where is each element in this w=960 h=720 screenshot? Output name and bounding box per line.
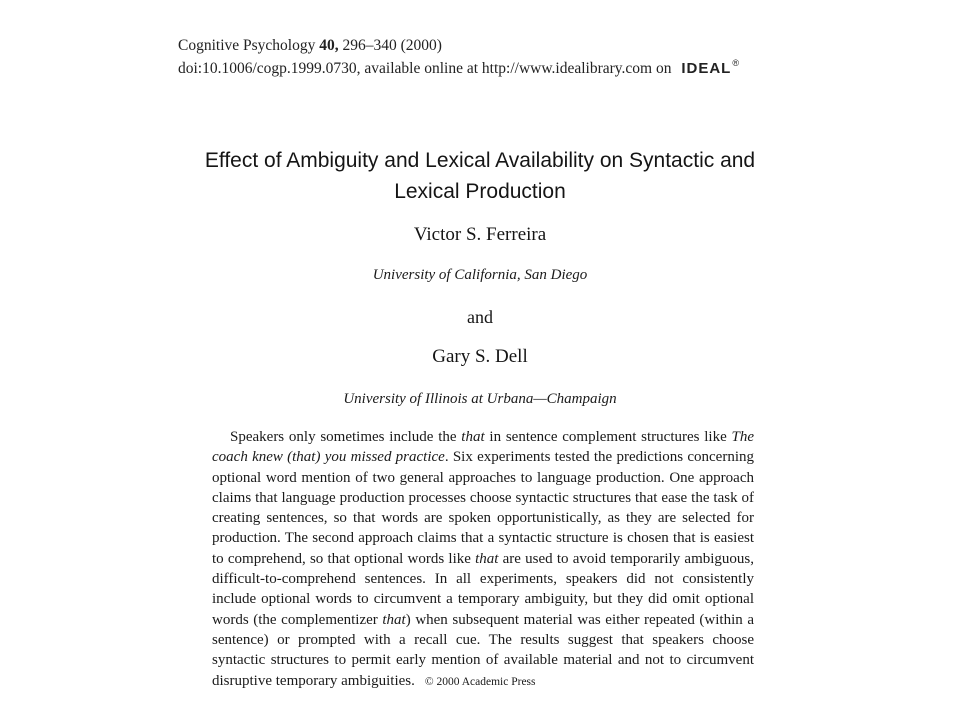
journal-name: Cognitive Psychology <box>178 37 316 54</box>
abstract-text-4: are used to avoid temporarily ambiguous, difficult-to-comprehend sentences. In all experiments, speakers did not consistently include optional words to circumvent a temporary ambiguity, but they did omit optional words (the complementizer <box>212 550 755 628</box>
ideal-logo-text: IDEAL <box>681 60 732 77</box>
abstract-text-3: . Six experiments tested the predictions concerning optional word mention of two general approaches to language production. One approach claims that language production processes choose syntactic structures that ease the task of creating sentences, so that words are spoken opportunistically, as they are selected for production. The second approach claims that a syntactic structure is chosen that is easiest to comprehend, so that optional words like <box>212 449 754 567</box>
abstract-italic-4: that <box>382 611 406 628</box>
registered-mark: ® <box>732 58 740 68</box>
doi-text: doi:10.1006/cogp.1999.0730, available online at http://www.idealibrary.com on <box>178 60 672 77</box>
citation-line <box>178 34 798 57</box>
paper-title <box>120 145 840 207</box>
author-conjunction: and <box>467 307 493 327</box>
ideal-logo <box>681 57 740 82</box>
author-name-2: Gary S. Dell <box>432 346 528 367</box>
journal-pages-year: 296–340 (2000) <box>342 37 442 54</box>
abstract-italic-2: The coach knew (that) you missed practice <box>212 429 754 466</box>
abstract <box>212 427 754 692</box>
copyright-notice: © 2000 Academic Press <box>424 675 536 688</box>
abstract-italic-1: that <box>461 429 485 445</box>
author-affiliation-2: University of Illinois at Urbana—Champaign <box>343 391 617 407</box>
abstract-text-5: ) when subsequent material was either repeated (within a sentence) or prompted with a recall cue. The results suggest that speakers choose syntactic structures to permit early mention of available material and not to circumvent disruptive temporary ambiguities. <box>212 611 754 689</box>
title-line-2: Lexical Production <box>394 180 566 203</box>
abstract-text-2: in sentence complement structures like <box>484 429 732 445</box>
author-name-1: Victor S. Ferreira <box>413 224 547 245</box>
abstract-italic-3: that <box>475 550 499 567</box>
doi-line <box>178 57 798 82</box>
title-line-1: Effect of Ambiguity and Lexical Availability on Syntactic and <box>204 149 756 172</box>
journal-header <box>178 34 798 82</box>
author-affiliation-1: University of California, San Diego <box>372 267 588 283</box>
journal-volume: 40, <box>319 37 339 54</box>
abstract-text-1: Speakers only sometimes include the <box>230 429 462 445</box>
